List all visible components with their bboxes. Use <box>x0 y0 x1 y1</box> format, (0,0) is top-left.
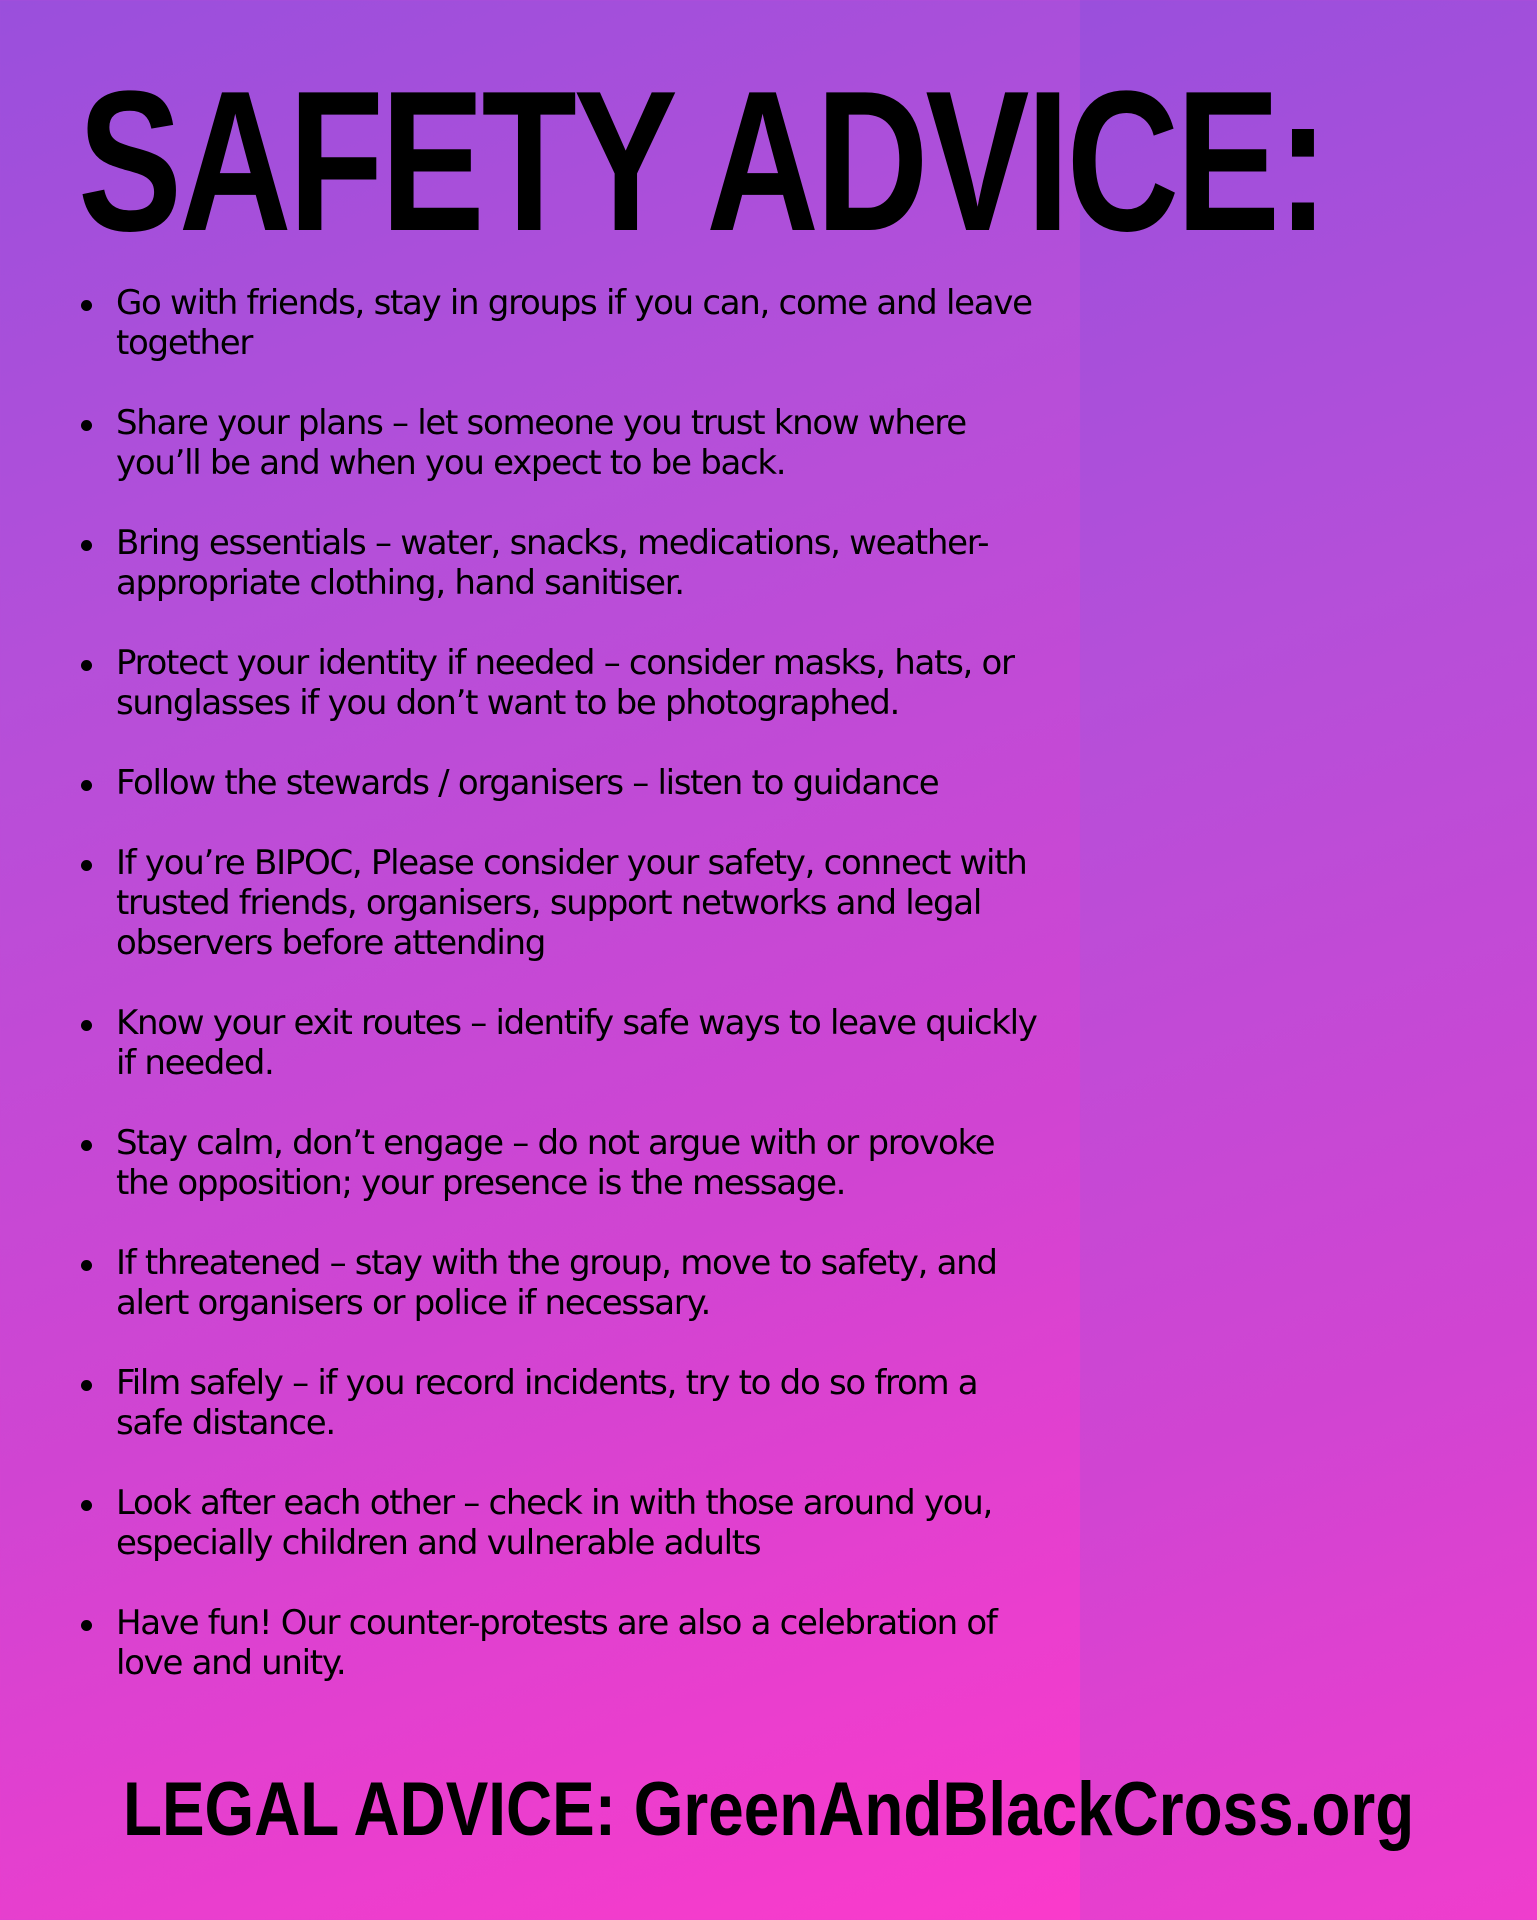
list-item <box>78 403 1038 483</box>
list-item-text: If you’re BIPOC, Please consider your safety, connect with trusted friends, organisers, support networks and legal observers before attending <box>116 843 1027 963</box>
list-item <box>78 1363 1038 1443</box>
legal-advice-text: LEGAL ADVICE: GreenAndBlackCross.org <box>122 1767 1415 1852</box>
list-item <box>78 643 1038 723</box>
list-item-text: Go with friends, stay in groups if you can, come and leave together <box>116 283 1032 363</box>
bullet-icon <box>81 1140 92 1151</box>
list-item <box>78 1243 1038 1323</box>
bullet-icon <box>81 1620 92 1631</box>
bullet-icon <box>81 540 92 551</box>
list-item-text: Film safely – if you record incidents, try to do so from a safe distance. <box>116 1363 978 1443</box>
bullet-icon <box>81 420 92 431</box>
list-item <box>78 1003 1038 1083</box>
list-item-text: Bring essentials – water, snacks, medications, weather-appropriate clothing, hand sanitiser. <box>116 523 989 603</box>
list-item <box>78 523 1038 603</box>
list-item <box>78 283 1038 363</box>
list-item <box>78 1483 1038 1563</box>
page-title: SAFETY ADVICE: <box>78 50 1326 273</box>
list-item <box>78 1123 1038 1203</box>
bullet-icon <box>81 300 92 311</box>
bullet-icon <box>81 860 92 871</box>
bullet-icon <box>81 660 92 671</box>
list-item <box>78 1603 1038 1683</box>
advice-list <box>78 283 1038 1723</box>
list-item-text: Follow the stewards / organisers – listen to guidance <box>116 763 939 803</box>
list-item-text: Protect your identity if needed – consider masks, hats, or sunglasses if you don’t want to be photographed. <box>116 643 1014 723</box>
bullet-icon <box>81 1500 92 1511</box>
list-item <box>78 763 1038 803</box>
bullet-icon <box>81 1260 92 1271</box>
list-item-text: If threatened – stay with the group, move to safety, and alert organisers or police if necessary. <box>116 1243 997 1323</box>
bullet-icon <box>81 1020 92 1031</box>
list-item-text: Have fun! Our counter-protests are also a celebration of love and unity. <box>116 1603 997 1683</box>
legal-advice-footer <box>0 1765 1415 1855</box>
list-item-text: Look after each other – check in with those around you, especially children and vulnerable adults <box>116 1483 993 1563</box>
list-item-text: Share your plans – let someone you trust know where you’ll be and when you expect to be back. <box>116 403 966 483</box>
list-item-text: Know your exit routes – identify safe ways to leave quickly if needed. <box>116 1003 1037 1083</box>
list-item-text: Stay calm, don’t engage – do not argue with or provoke the opposition; your presence is the message. <box>116 1123 995 1203</box>
bullet-icon <box>81 780 92 791</box>
list-item <box>78 843 1038 963</box>
bullet-icon <box>81 1380 92 1391</box>
